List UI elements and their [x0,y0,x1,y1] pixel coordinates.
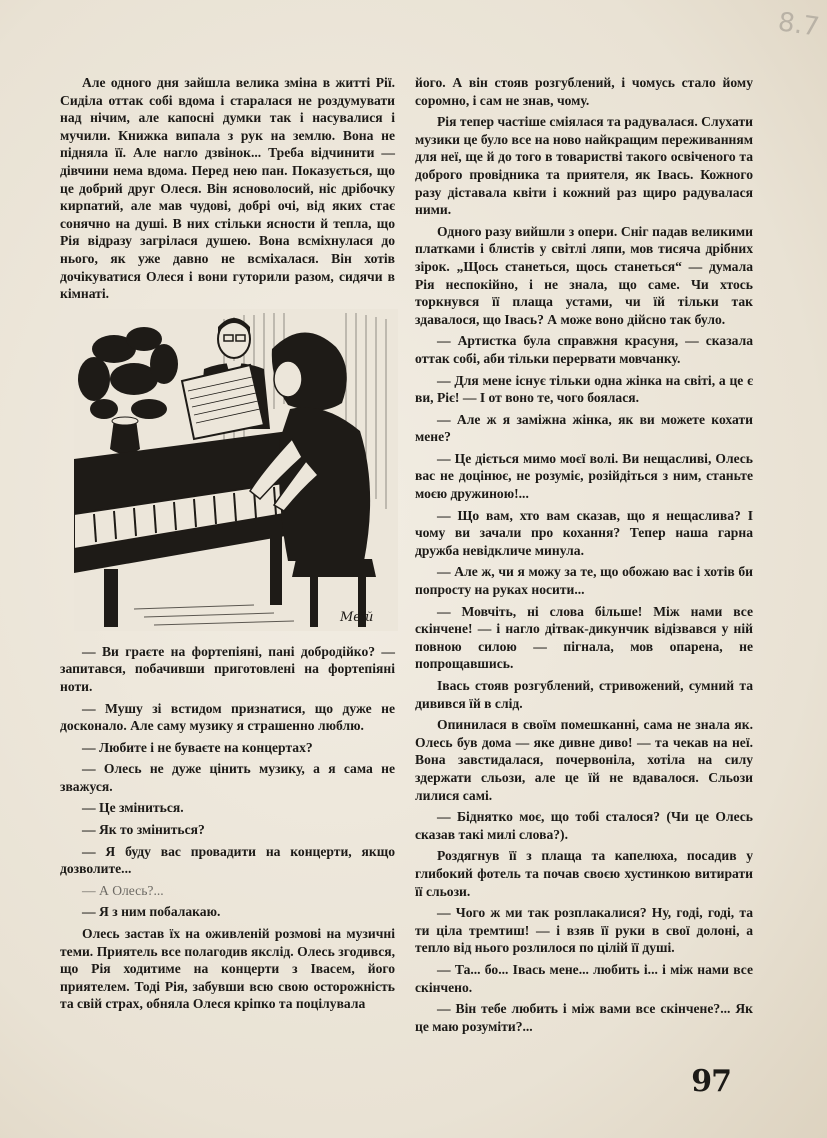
paragraph: — Біднятко моє, що тобі сталося? (Чи це Олесь сказав такі милі слова?). [415,809,753,842]
paragraph: — Артистка була справжня красуня, — сказала оттак собі, аби тільки перервати мовчанку. [415,333,753,366]
paragraph: Рія тепер частіше сміялася та радувалася. Слухати музики це було все на ново найкращим переживанням для неї, ще й до того в товаристві такого освіченого та доброго провідника та приятеля, як Івась. Кожного разу діставала квіти і кожний раз щиро радувалася ними. [415,114,753,218]
paragraph: — Мовчіть, ні слова більше! Між нами все скінчене! — і нагло дітвак-дикунчик відізвався у ній повною силою — пігнала, мов опарена, не попрощавшись. [415,603,753,672]
paragraph: — Я з ним побалакаю. [82,904,221,920]
paragraph: — Я буду вас провадити на концерти, якщо дозволите... [60,843,395,877]
paragraph: — А Олесь?... [82,882,164,898]
piano-illustration [74,309,398,631]
paragraph: — Любите і не буваєте на концертах? [82,739,313,755]
paragraph: Але одного дня зайшла велика зміна в житті Рії. Сиділа оттак собі вдома і старалася не роздумувати над нічим, але капосні думки так і насувалися і мучили. Книжка випала з рук на землю. Вона не підняла її. Але нагло дзвінок... Треба відчинити — дівчини нема вдома. Перед нею пан. Показується, що це добрий друг Олеся. Він ясноволосий, ніс дрібочку кирпатий, але мав чудові, добрі очі, від яких стає сонячно на душі. В них стільки ясности й тепла, що Рія відразу загрілася душею. Вона всміхнулася до нього, як уже давно не всміхалася. Він хотів дочікуватися Олеся і вони гуторили разом, сидячи в кімнаті. [60,75,395,302]
paragraph: — Це зміниться. [82,800,184,816]
paragraph: Олесь застав їх на оживленій розмові на музичні теми. Приятель все полагодив якслід. Олесь згодився, що Рія ходитиме на концерти з Івасем, його приятелем. Тоді Рія, забувши всю свою осторожність та свій страх, обняла Олеся кріпко та поцілувала [60,926,395,1012]
paragraph: — Та... бо... Івась мене... любить і... і між нами все скінчено. [415,961,753,995]
paragraph: — Це діється мимо моєї волі. Ви нещасливі, Олесь вас не доцінює, не розуміє, розійдіться з ним, станьте моєю дружиною!... [415,450,753,502]
paragraph: — Мушу зі встидом признатися, що дуже не досконало. Але саму музику я страшенно люблю. [60,700,395,734]
paragraph: Опинилася в своїм помешканні, сама не знала як. Олесь був дома — яке дивне диво! — та чекав на неї. Вона завстидалася, почервоніла, хотіла на силу здержати сльози, але це їй не вдавалося. Сльози лилися самі. [415,717,753,803]
paragraph: Одного разу вийшли з опери. Сніг падав великими платками і блистів у світлі ляпи, мов тисяча дрібних зірок. „Щось станеться, щось станеться“ — думала Рія неспокійно, і не знала, що саме. Чи хтось торкнувся її плаща устами, чи їй тільки так здавалося, що Івась? А може воно дійсно так було. [415,223,753,327]
paragraph: його. А він стояв розгублений, і чомусь стало йому соромно, і сам не знав, чому. [415,75,753,108]
paragraph: Роздягнув її з плаща та капелюха, посадив у глибокий фотель та почав своєю хустинкою витирати її сльози. [415,848,753,899]
paragraph: Івась стояв розгублений, стривожений, сумний та дивився їй в слід. [415,678,753,711]
paragraph: — Що вам, хто вам сказав, що я нещаслива? І чому ви зачали про кохання? Тепер наша гарна дружба невідкличе минула. [415,507,753,558]
paragraph: — Але ж я заміжна жінка, як ви можете кохати мене? [415,411,753,445]
corner-mark: 8.7 [775,7,821,43]
paragraph: — Ви граєте на фортепіяні, пані добродійко? — запитався, побачивши приготовлені на фортепіяні ноти. [60,643,395,694]
page-number: 97 [691,1064,731,1099]
paragraph: — Для мене існує тільки одна жінка на світі, а це є ви, Ріє! — І от воно те, чого боялася. [415,372,753,406]
paragraph: — Але ж, чи я можу за те, що обожаю вас і хотів би попросту на руках носити... [415,564,753,598]
illustration-signature: Мвій [340,609,374,625]
left-column [60,74,395,1017]
paragraph: — Як то зміниться? [82,822,205,838]
paragraph: — Він тебе любить і між вами все скінчене?... Як це маю розуміти?... [415,1001,753,1034]
paragraph: — Олесь не дуже цінить музику, а я сама не зважуся. [60,761,395,794]
paragraph: — Чого ж ми так розплакалися? Ну, годі, годі, та ти ціла тремтиш! — і взяв її руки в свої долоні, а тепло від нього розлилося по цілій її душі. [415,905,753,956]
right-column [415,74,753,1039]
